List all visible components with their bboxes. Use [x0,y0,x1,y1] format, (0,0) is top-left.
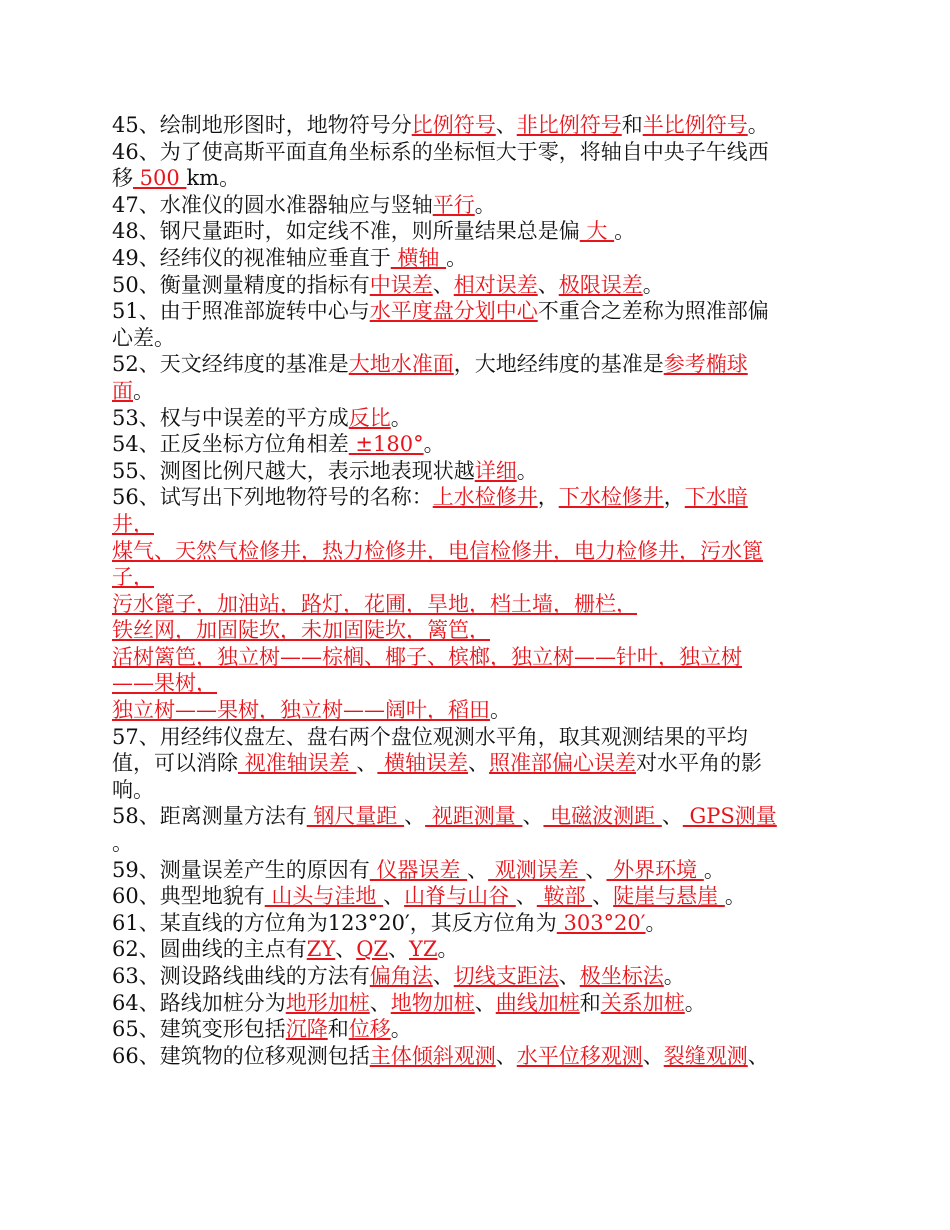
answer-text: 铁丝网 [112,618,175,643]
question-text: 59、测量误差产生的原因有 [112,857,370,882]
question-text: 。 [474,192,496,217]
question-text: 移 [112,166,133,191]
answer-text: 切线支距法 [453,964,559,988]
answer-text: ， [469,618,490,643]
question-text: 和 [579,990,601,1015]
answer-text: 极限误差 [558,272,643,297]
answer-text: ， [343,591,364,616]
text-line [112,963,840,990]
text-line [112,378,840,405]
answer-text: ， [658,644,679,669]
answer-text: 子 [112,565,133,590]
answer-text: 相对误差 [453,272,538,297]
answer-text: ， [427,538,448,563]
answer-text: 偏角法 [369,964,433,988]
answer-text: 详细 [474,458,517,483]
text-line [112,165,840,192]
text-line [112,272,840,299]
answer-text: 鞍部 [536,884,593,909]
answer-text: 井 [112,511,133,536]
answer-text: 参考椭球 [663,352,748,377]
question-text: 、 [537,272,559,297]
text-line [112,883,840,910]
answer-text: ， [553,538,574,563]
answer-text: ， [553,591,574,616]
question-text: 。 [112,831,133,856]
text-line [112,777,840,804]
answer-text: 旱地 [427,591,469,616]
answer-text: 303°20′ [556,910,646,935]
answer-text: 电信检修井 [448,538,553,563]
question-text: 、 [369,990,391,1015]
question-text: 63、测设路线曲线的方法有 [112,964,370,988]
text-line [112,564,840,591]
question-text: km。 [186,166,241,191]
text-line [112,803,840,830]
document-body [112,112,840,1069]
question-text: 对水平角的影 [636,751,763,776]
answer-text: 污水篦子 [112,591,196,616]
answer-text: ， [196,671,217,696]
answer-text: 陡崖与悬崖 [613,884,725,909]
answer-text: 半比例符号 [642,113,748,137]
answer-text: 稻田 [448,698,490,723]
text-line [112,644,840,671]
question-text: 、 [747,1043,769,1068]
question-text: 。 [703,857,725,882]
text-line [112,910,840,937]
answer-text: 独立树——棕榈、椰子、槟榔 [217,644,490,669]
question-text: 54、正反坐标方位角相差 [112,432,349,457]
question-text: 58、距离测量方法有 [112,804,307,829]
answer-text: 档土墙 [490,591,553,616]
answer-text: GPS测量 [682,804,777,829]
question-text: 52、天文经纬度的基准是 [112,352,349,377]
answer-text: 观测误差 [488,857,586,882]
question-text: 不重合之差称为照准部偏 [537,299,769,324]
answer-text: 独立树——阔叶 [280,698,427,723]
question-text: 、 [515,884,537,909]
question-text: 和 [327,1017,349,1042]
question-text: 。 [390,405,412,430]
question-text: 、 [467,857,489,882]
answer-text: 视准轴误差 [238,751,357,776]
answer-text: 横轴误差 [377,751,469,776]
answer-text: 极坐标法 [579,964,664,988]
text-line [112,936,840,963]
text-line [112,458,840,485]
answer-text: ， [427,698,448,723]
answer-text: 500 [133,166,187,191]
question-text: 51、由于照准部旋转中心与 [112,299,370,324]
question-text: 、 [585,857,607,882]
answer-text: 照准部偏心误差 [489,751,637,776]
question-text: 、 [592,884,614,909]
answer-text: 视距测量 [425,804,523,829]
question-text: 、 [474,990,496,1015]
answer-text: 路灯 [301,591,343,616]
answer-text: 煤气、天然气检修井 [112,538,301,563]
question-text: 50、衡量测量精度的指标有 [112,272,370,297]
answer-text: ， [301,538,322,563]
question-text: 45、绘制地形图时，地物符号分 [112,113,412,137]
answer-text: ， [133,565,154,590]
text-line [112,857,840,884]
answer-text: 加油站 [217,591,280,616]
text-line [112,617,840,644]
answer-text: 污水篦 [700,538,763,563]
answer-text: 裂缝观测 [663,1043,748,1068]
text-line [112,112,840,139]
question-text: 。 [642,272,664,297]
answer-text: 横轴 [390,245,447,270]
answer-text: 水平度盘分划中心 [369,299,538,324]
question-text: 、 [335,937,357,962]
answer-text: 电磁波测距 [543,804,662,829]
answer-text: 位移 [348,1017,391,1042]
answer-text: 栅栏 [574,591,616,616]
question-text: 56、试写出下列地物符号的名称： [112,485,433,510]
answer-text: 主体倾斜观测 [369,1043,496,1068]
question-text: 、 [642,1043,664,1068]
question-text: 49、经纬仪的视准轴应垂直于 [112,245,391,270]
answer-text: 沉降 [285,1017,328,1042]
answer-text: ， [259,698,280,723]
question-text: 、 [356,751,378,776]
question-text: 61、某直线的方位角为123°20′，其反方位角为 [112,910,557,935]
answer-text: 比例符号 [411,113,496,137]
answer-text: ， [616,591,637,616]
question-text: 。 [423,432,445,457]
text-line [112,351,840,378]
question-text: 60、典型地貌有 [112,884,265,909]
question-text: 。 [663,964,685,988]
text-line [112,405,840,432]
question-text: 65、建筑变形包括 [112,1017,286,1042]
answer-text: 山头与洼地 [264,884,384,909]
answer-text: 下水检修井 [558,485,664,510]
answer-text: YZ [409,937,438,962]
answer-text: 加固陡坎 [196,618,280,643]
question-text: 57、用经纬仪盘左、盘右两个盘位观测水平角，取其观测结果的平均 [112,724,748,749]
question-text: 值，可以消除 [112,751,238,776]
answer-text: ， [280,591,301,616]
question-text: 53、权与中误差的平方成 [112,405,349,430]
answer-text: 非比例符号 [516,113,622,137]
text-line [112,1016,840,1043]
question-text: 、 [495,113,517,137]
question-text: 62、圆曲线的主点有 [112,937,307,962]
text-line [112,431,840,458]
answer-text: QZ [356,937,389,962]
answer-text: 面 [112,378,133,403]
answer-text: ±180° [348,432,424,457]
answer-text: 独立树——针叶 [511,644,658,669]
answer-text: ， [280,618,301,643]
text-line [112,218,840,245]
answer-text: 反比 [348,405,391,430]
answer-text: 上水检修井 [432,485,538,510]
answer-text: 水平位移观测 [516,1043,643,1068]
text-line [112,484,840,511]
answer-text: 大 [579,219,615,244]
answer-text: ， [469,591,490,616]
answer-text: ， [406,591,427,616]
answer-text: 曲线加桩 [495,990,580,1015]
question-text: 、 [558,964,580,988]
question-text: 。 [724,884,746,909]
answer-text: 活树篱笆 [112,644,196,669]
answer-text: 篱笆 [427,618,469,643]
text-line [112,298,840,325]
question-text: 、 [468,751,490,776]
answer-text: ， [196,644,217,669]
question-text: 。 [437,937,459,962]
text-line [112,830,840,857]
answer-text: 地物加桩 [390,990,475,1015]
question-text: 。 [446,245,468,270]
question-text: 。 [390,1017,412,1042]
text-line [112,591,840,618]
question-text: 46、为了使高斯平面直角坐标系的坐标恒大于零，将轴自中央子午线西 [112,139,769,164]
question-text: 响。 [112,777,154,802]
answer-text: 关系加桩 [600,990,685,1015]
question-text: 心差。 [112,325,175,350]
text-line [112,192,840,219]
answer-text: ， [196,591,217,616]
question-text: 66、建筑物的位移观测包括 [112,1043,370,1068]
question-text: ，大地经纬度的基准是 [453,352,664,377]
question-text: 。 [645,910,667,935]
answer-text: 钢尺量距 [306,804,405,829]
answer-text: 未加固陡坎 [301,618,406,643]
answer-text: 山脊与山谷 [404,884,516,909]
answer-text: 中误差 [369,272,433,297]
question-text: ， [663,485,685,510]
answer-text: ， [133,511,154,536]
question-text: 、 [522,804,544,829]
answer-text: 独立树——果树 [112,698,259,723]
text-line [112,325,840,352]
text-line [112,511,840,538]
question-text: 。 [490,698,511,723]
question-text: 、 [661,804,683,829]
question-text: 、 [432,964,454,988]
answer-text: 大地水准面 [348,352,454,377]
question-text: 64、路线加桩分为 [112,990,286,1015]
answer-text: ， [490,644,511,669]
answer-text: 独立树 [679,644,742,669]
answer-text: ， [406,618,427,643]
question-text: 55、测图比例尺越大，表示地表现状越 [112,458,475,483]
text-line [112,538,840,565]
question-text: 47、水准仪的圆水准器轴应与竖轴 [112,192,433,217]
answer-text: ——果树 [112,671,196,696]
answer-text: 下水暗 [684,485,748,510]
question-text: 48、钢尺量距时，如定线不准，则所量结果总是偏 [112,219,580,244]
question-text: 、 [404,804,426,829]
text-line [112,990,840,1017]
text-line [112,139,840,166]
answer-text: 平行 [432,192,475,217]
answer-text: 电力检修井 [574,538,679,563]
answer-text: 热力检修井 [322,538,427,563]
answer-text: ， [679,538,700,563]
answer-text: 外界环境 [606,857,704,882]
question-text: 。 [516,458,538,483]
answer-text: 花圃 [364,591,406,616]
text-line [112,670,840,697]
answer-text: ZY [306,937,336,962]
answer-text: 地形加桩 [285,990,370,1015]
text-line [112,724,840,751]
text-line [112,750,840,777]
question-text: 、 [495,1043,517,1068]
question-text: 。 [614,219,636,244]
text-line [112,1043,840,1070]
answer-text: ， [175,618,196,643]
question-text: 。 [747,113,769,137]
answer-text: 仪器误差 [369,857,468,882]
text-line [112,697,840,724]
question-text: 和 [621,113,643,137]
question-text: 。 [684,990,706,1015]
question-text: 。 [133,378,154,403]
question-text: 、 [432,272,454,297]
question-text: 、 [383,884,405,909]
text-line [112,245,840,272]
question-text: ， [537,485,559,510]
question-text: 、 [388,937,410,962]
